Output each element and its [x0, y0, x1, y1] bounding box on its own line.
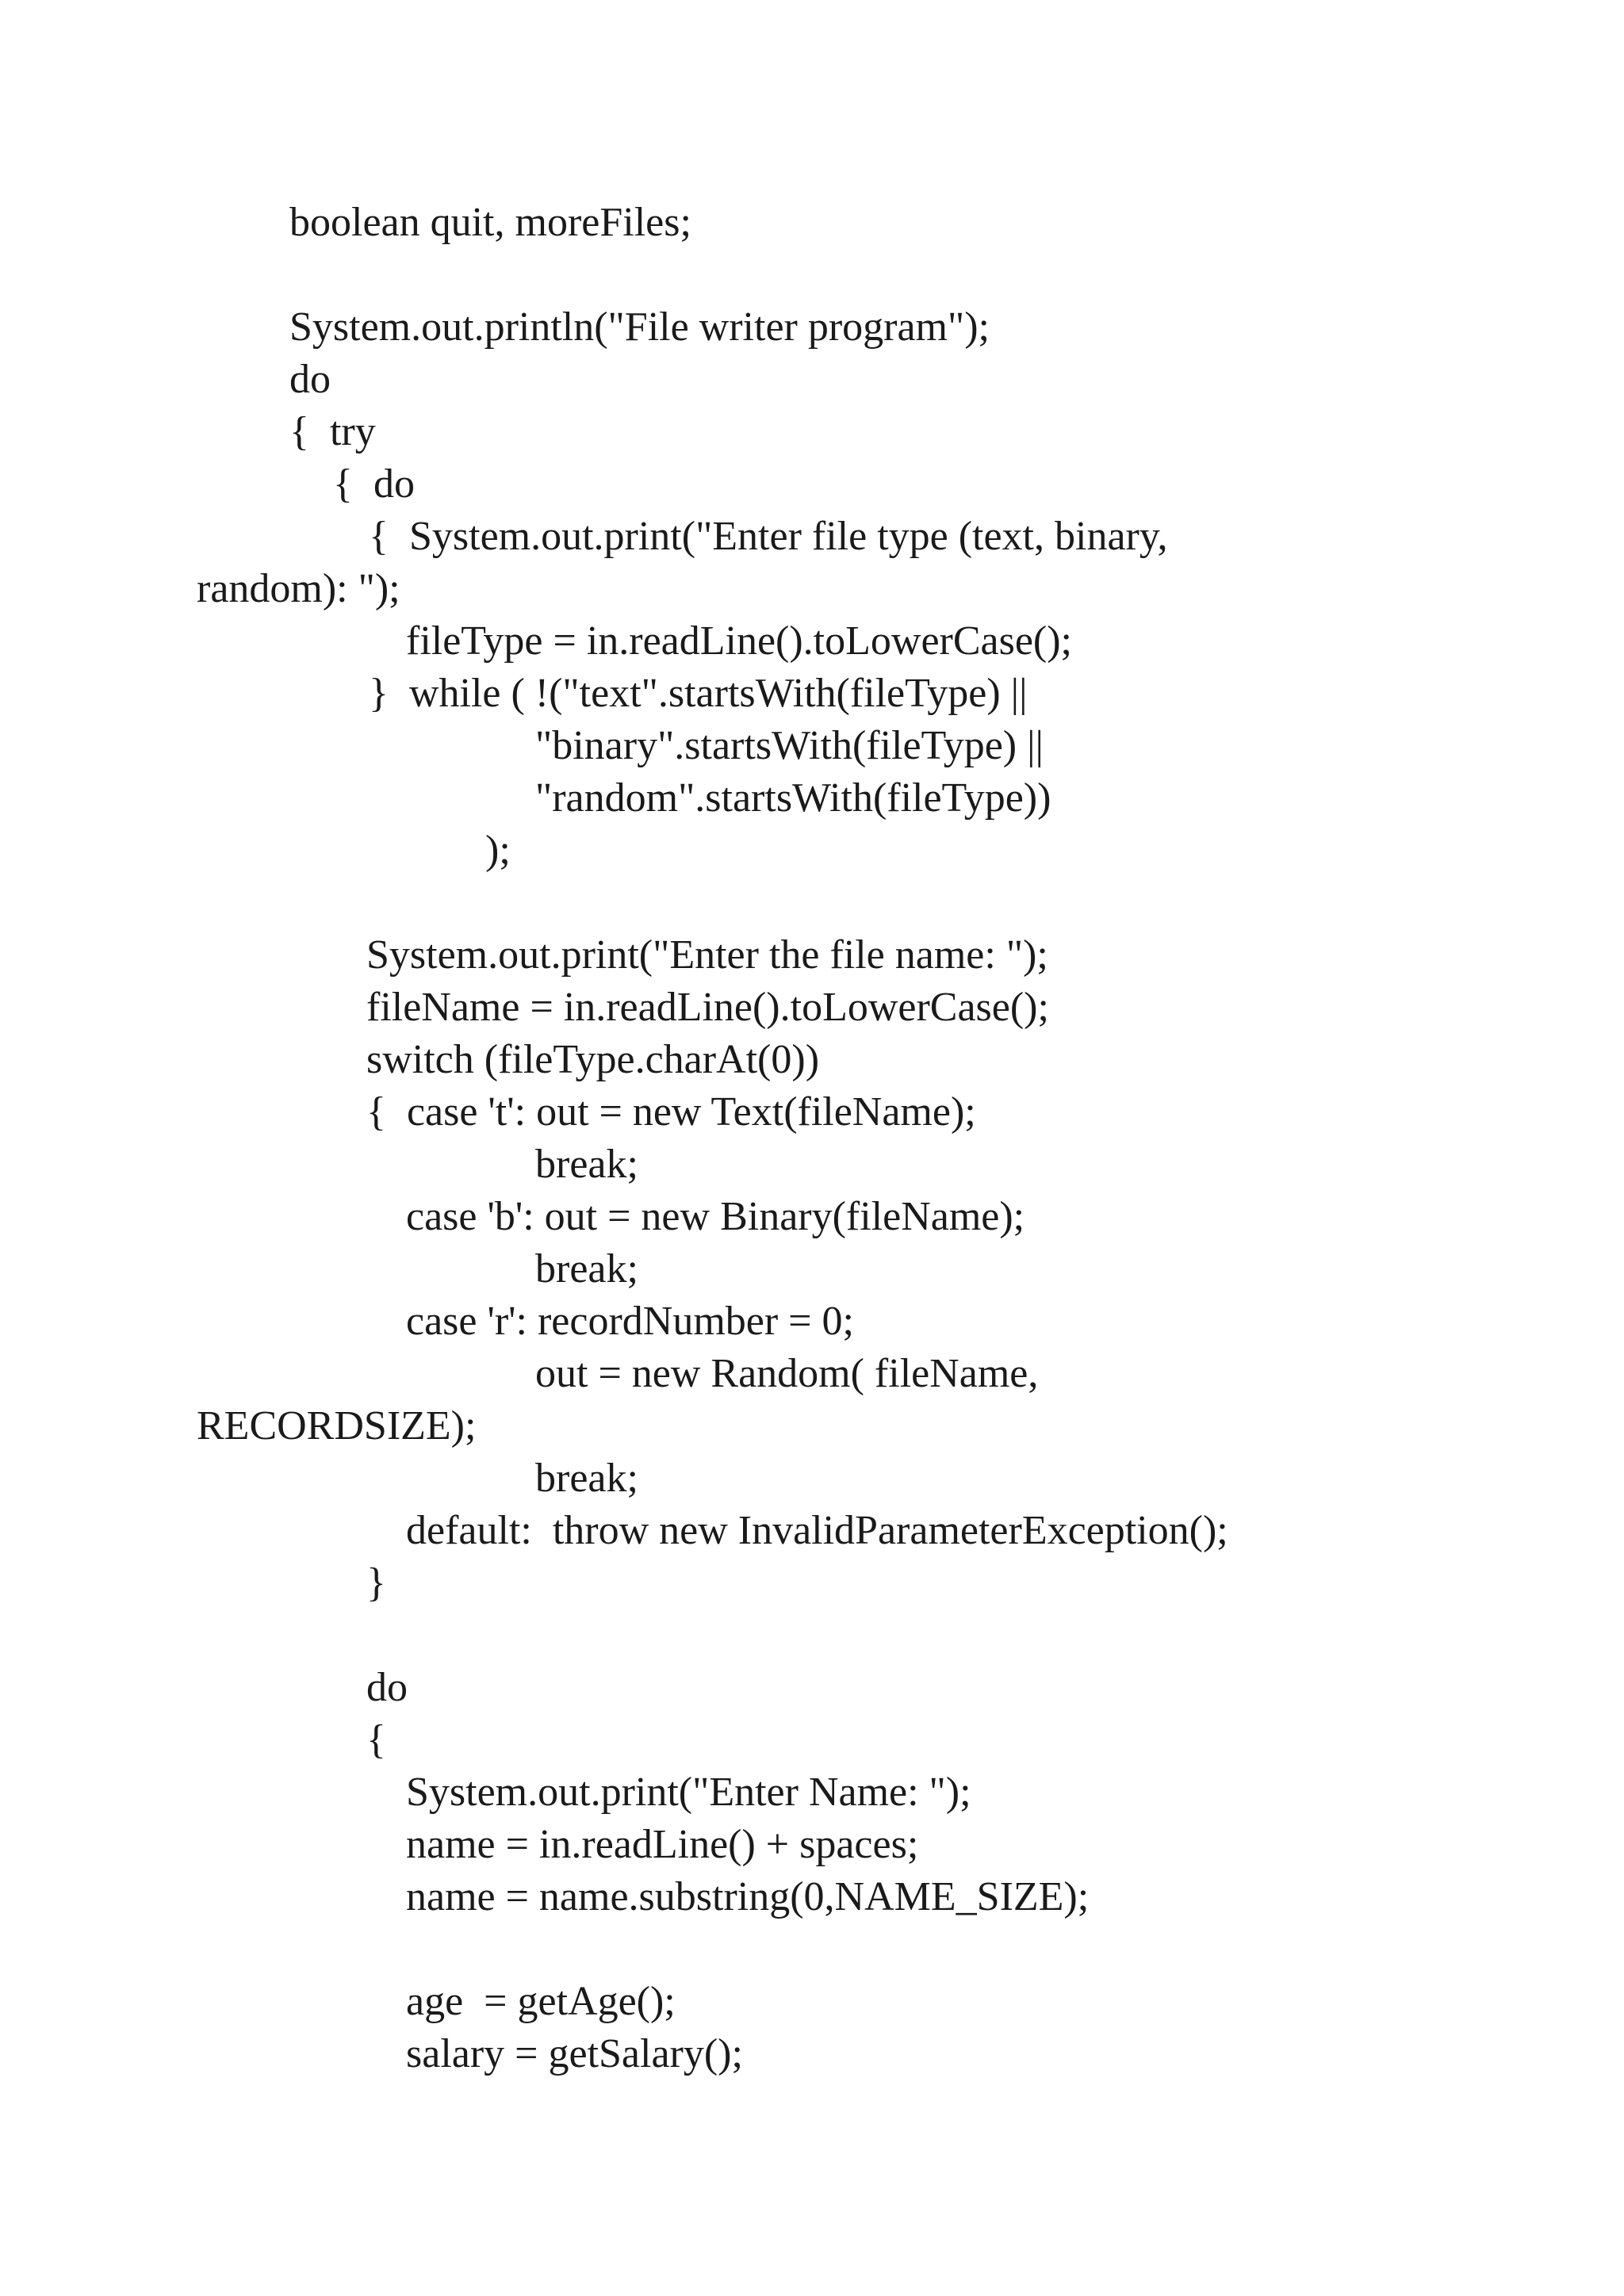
code-line-15: System.out.print("Enter the file name: ");	[366, 932, 1048, 978]
code-line-21: break;	[535, 1246, 638, 1292]
code-line-36: salary = getSalary();	[406, 2031, 743, 2076]
code-line-1: boolean quit, moreFiles;	[289, 200, 691, 245]
code-line-5: { try	[289, 409, 376, 454]
code-line-26: default: throw new InvalidParameterException();	[406, 1508, 1228, 1553]
code-line-35: age = getAge();	[406, 1979, 676, 2024]
code-line-9: fileType = in.readLine().toLowerCase();	[406, 618, 1072, 664]
code-line-27: }	[366, 1560, 386, 1605]
code-line-7: { System.out.print("Enter file type (text, binary,	[369, 514, 1168, 559]
code-line-18: { case 't': out = new Text(fileName);	[366, 1089, 976, 1135]
code-line-25: break;	[535, 1456, 638, 1501]
code-line-19: break;	[535, 1142, 638, 1187]
code-line-4: do	[289, 357, 331, 402]
code-line-17: switch (fileType.charAt(0))	[366, 1037, 820, 1082]
code-line-13: );	[485, 828, 511, 873]
code-line-3: System.out.println("File writer program");	[289, 304, 990, 350]
code-line-32: name = in.readLine() + spaces;	[406, 1822, 919, 1867]
code-line-31: System.out.print("Enter Name: ");	[406, 1770, 971, 1815]
code-line-29: do	[366, 1665, 408, 1710]
code-line-24: RECORDSIZE);	[197, 1403, 477, 1448]
code-line-23: out = new Random( fileName,	[535, 1351, 1039, 1396]
code-line-12: "random".startsWith(fileType))	[535, 775, 1051, 821]
code-line-22: case 'r': recordNumber = 0;	[406, 1299, 854, 1344]
code-line-20: case 'b': out = new Binary(fileName);	[406, 1194, 1025, 1239]
code-line-8: random): ");	[197, 566, 400, 611]
code-line-16: fileName = in.readLine().toLowerCase();	[366, 985, 1049, 1030]
code-line-10: } while ( !("text".startsWith(fileType) ||	[369, 671, 1028, 716]
code-line-33: name = name.substring(0,NAME_SIZE);	[406, 1874, 1090, 1919]
code-line-11: "binary".startsWith(fileType) ||	[535, 723, 1044, 768]
code-line-6: { do	[333, 461, 415, 507]
code-line-30: {	[366, 1717, 386, 1762]
